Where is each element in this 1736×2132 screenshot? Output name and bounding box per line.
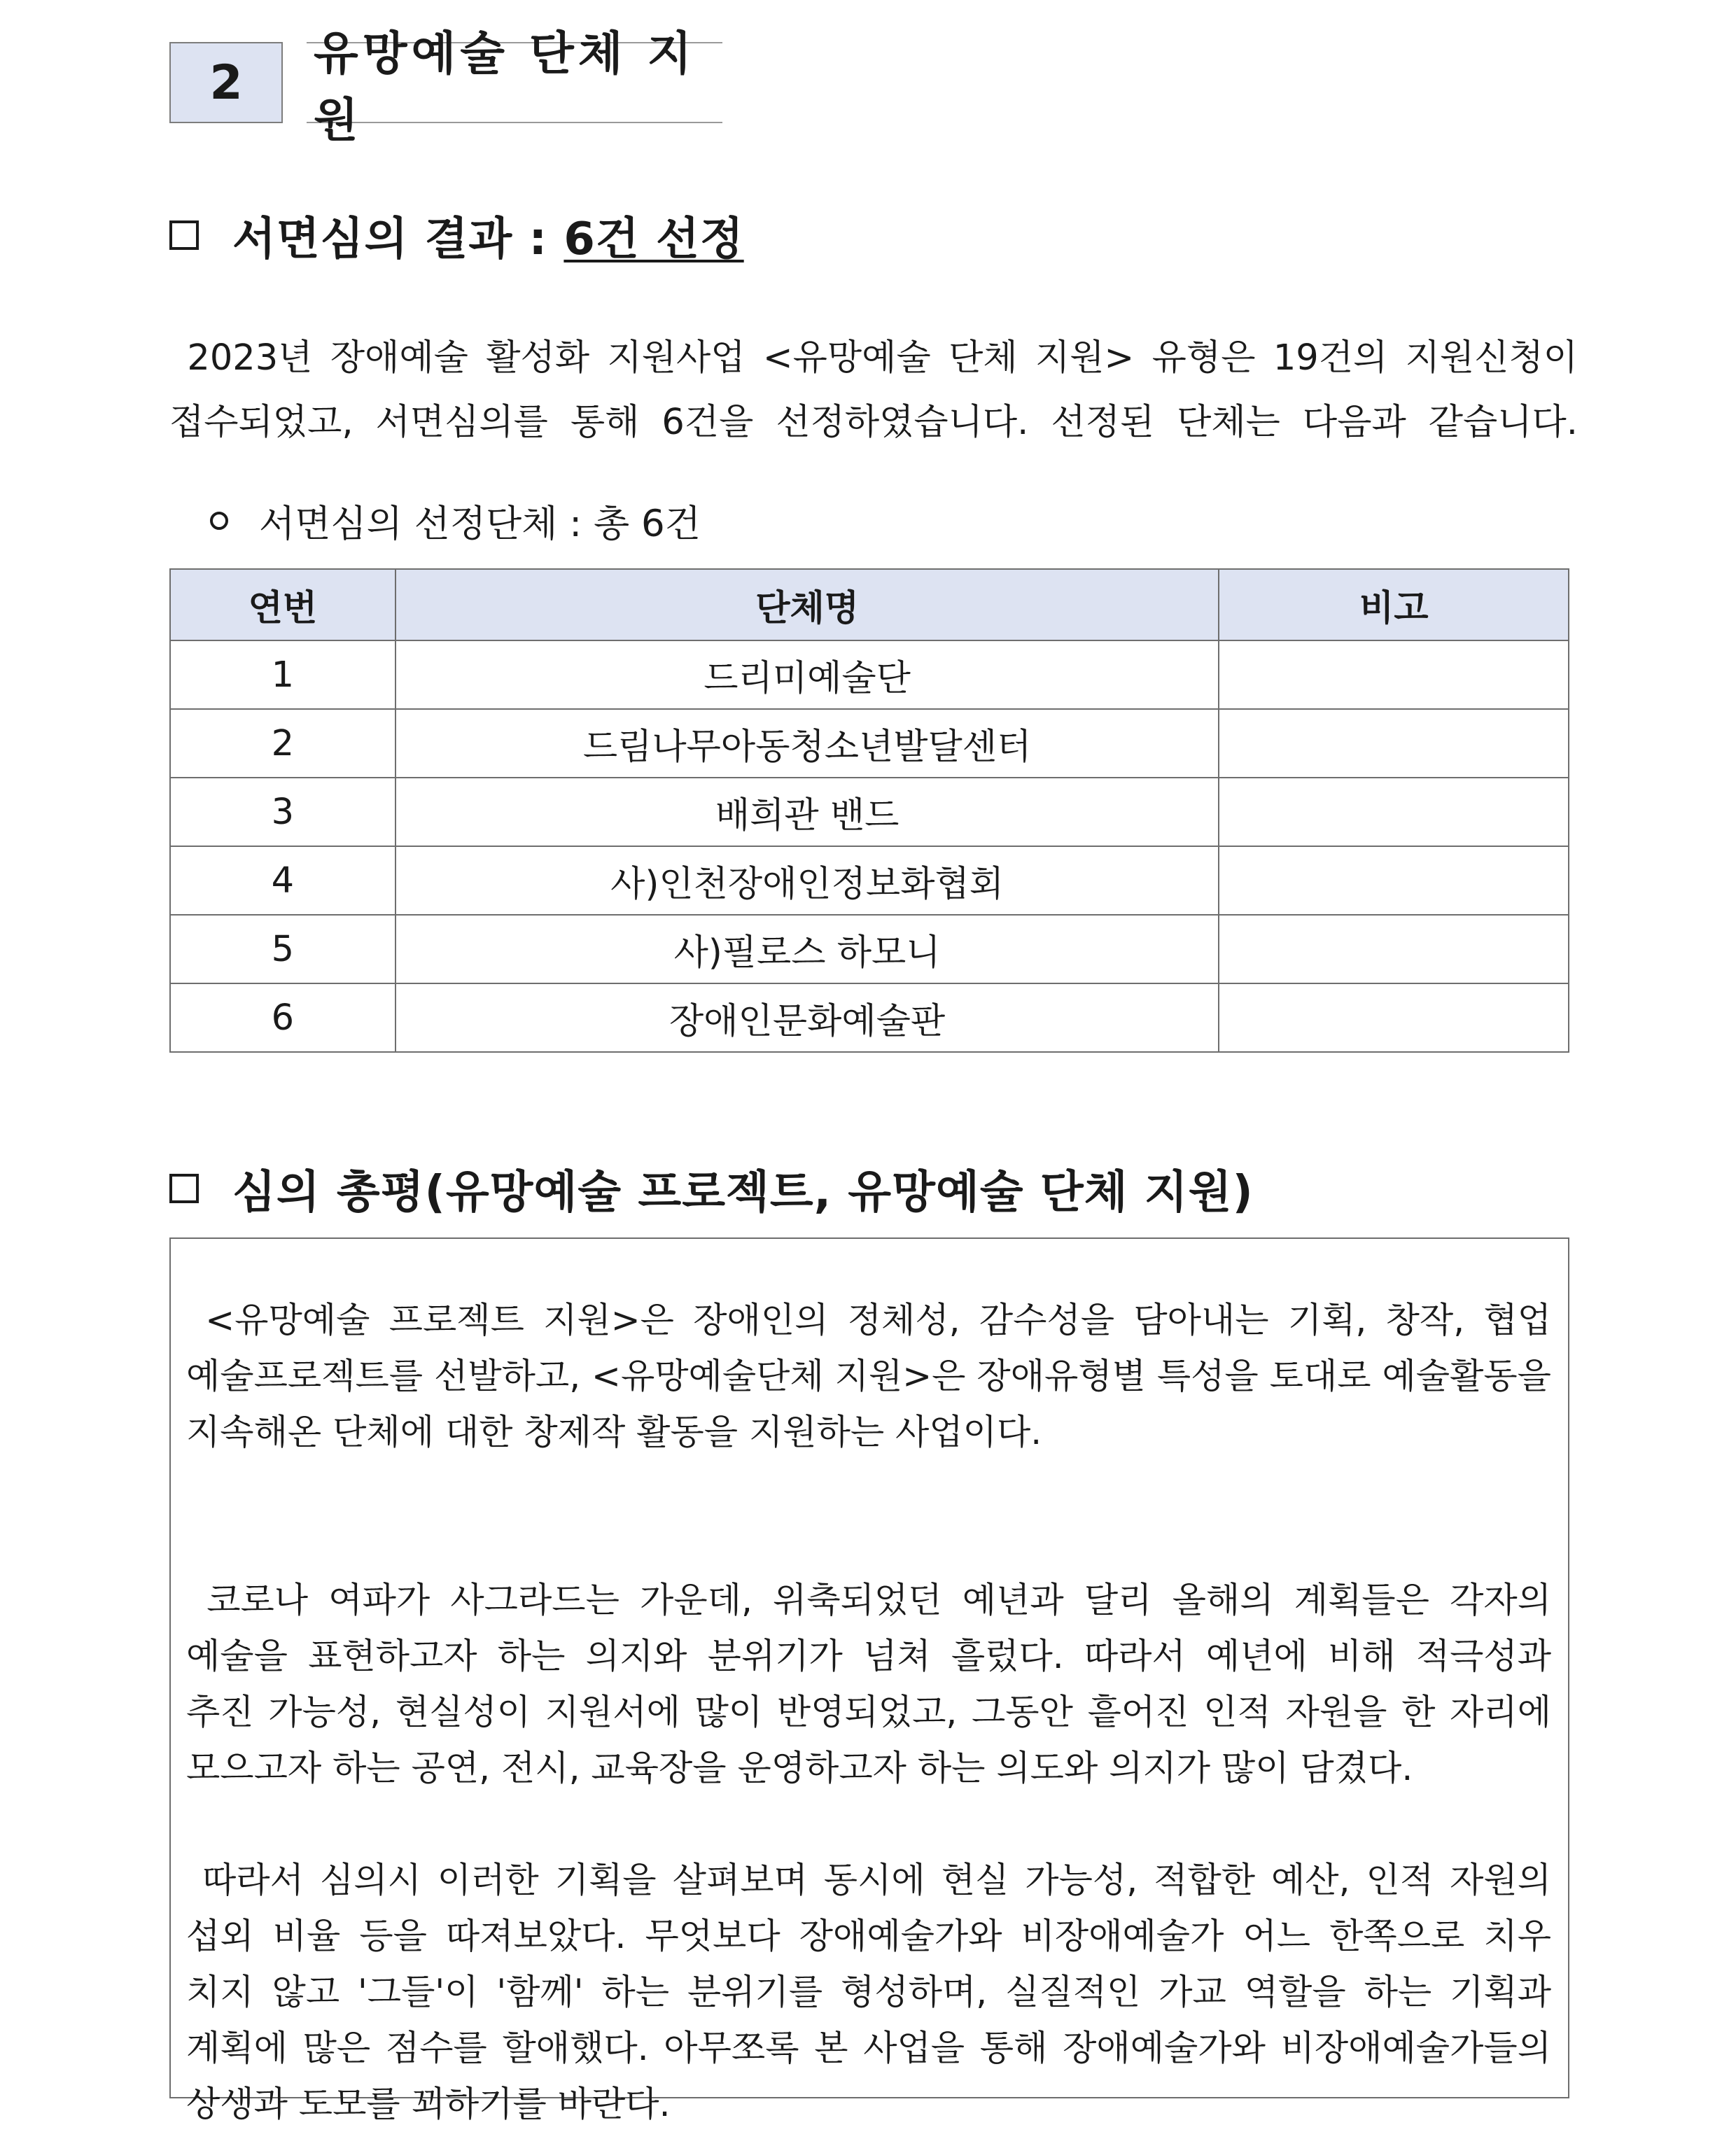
table-row xyxy=(170,709,1569,778)
table-row xyxy=(170,915,1569,983)
review-line: 치지 않고 '그들'이 '함께' 하는 분위기를 형성하며, 실질적인 가교 역할을 하는 기획과 xyxy=(186,1972,1551,2012)
selected-groups-table xyxy=(169,568,1569,1053)
cell-note xyxy=(1219,709,1569,778)
review-paragraph-3 xyxy=(186,1852,1551,2132)
review-line: 모으고자 하는 공연, 전시, 교육장을 운영하고자 하는 의도와 의지가 많이 담겼다. xyxy=(186,1748,1413,1788)
heading-screening-emphasis: 6건 선정 xyxy=(564,213,744,265)
review-line: 추진 가능성, 현실성이 지원서에 많이 반영되었고, 그동안 흩어진 인적 자원을 한 자리에 xyxy=(186,1692,1551,1732)
table-row xyxy=(170,846,1569,915)
table-header-row xyxy=(170,569,1569,640)
cell-no: 4 xyxy=(170,846,396,915)
intro-line: 접수되었고, 서면심의를 통해 6건을 선정하였습니다. 선정된 단체는 다음과 같습니다. xyxy=(169,402,1578,443)
heading-review-text: 심의 총평(유망예술 프로젝트, 유망예술 단체 지원) xyxy=(232,1167,1254,1219)
cell-note xyxy=(1219,983,1569,1052)
review-line: 예술을 표현하고자 하는 의지와 분위기가 넘쳐 흘렀다. 따라서 예년에 비해 적극성과 xyxy=(186,1636,1551,1676)
cell-note xyxy=(1219,640,1569,709)
cell-no: 6 xyxy=(170,983,396,1052)
cell-group-name: 사)인천장애인정보화협회 xyxy=(396,846,1219,915)
cell-no: 3 xyxy=(170,778,396,846)
header-group-name: 단체명 xyxy=(396,569,1219,640)
review-line: 코로나 여파가 사그라드는 가운데, 위축되었던 예년과 달리 올해의 계획들은 각자의 xyxy=(186,1580,1551,1620)
review-paragraph-2 xyxy=(186,1572,1551,1796)
review-line: 따라서 심의시 이러한 기획을 살펴보며 동시에 현실 가능성, 적합한 예산, 인적 자원의 xyxy=(186,1860,1551,1900)
section-number: 2 xyxy=(169,42,283,123)
cell-no: 1 xyxy=(170,640,396,709)
selection-summary xyxy=(210,494,701,547)
cell-no: 2 xyxy=(170,709,396,778)
review-line: 지속해온 단체에 대한 창제작 활동을 지원하는 사업이다. xyxy=(186,1412,1042,1452)
review-line: 계획에 많은 점수를 할애했다. 아무쪼록 본 사업을 통해 장애예술가와 비장애예술가들의 xyxy=(186,2028,1551,2068)
intro-line: 2023년 장애예술 활성화 지원사업 <유망예술 단체 지원> 유형은 19건의 지원신청이 xyxy=(169,337,1578,379)
cell-group-name: 사)필로스 하모니 xyxy=(396,915,1219,983)
cell-note xyxy=(1219,778,1569,846)
header-note: 비고 xyxy=(1219,569,1569,640)
cell-group-name: 드림나무아동청소년발달센터 xyxy=(396,709,1219,778)
review-line: 예술프로젝트를 선발하고, <유망예술단체 지원>은 장애유형별 특성을 토대로 예술활동을 xyxy=(186,1356,1551,1396)
square-bullet-icon xyxy=(169,220,199,250)
table-row xyxy=(170,640,1569,709)
table-row xyxy=(170,778,1569,846)
section-title: 유망예술 단체 지원 xyxy=(307,42,722,123)
review-box xyxy=(169,1237,1569,2124)
cell-group-name: 배희관 밴드 xyxy=(396,778,1219,846)
square-bullet-icon xyxy=(169,1174,199,1203)
review-line: 상생과 도모를 꾀하기를 바란다. xyxy=(186,2084,671,2124)
table-row xyxy=(170,983,1569,1052)
review-line: <유망예술 프로젝트 지원>은 장애인의 정체성, 감수성을 담아내는 기획, 창작, 협업 xyxy=(186,1300,1551,1340)
header-no: 연번 xyxy=(170,569,396,640)
cell-group-name: 장애인문화예술판 xyxy=(396,983,1219,1052)
review-line: 섭외 비율 등을 따져보았다. 무엇보다 장애예술가와 비장애예술가 어느 한쪽으로 치우 xyxy=(186,1916,1551,1956)
review-paragraph-1 xyxy=(186,1292,1551,1460)
heading-screening-result xyxy=(169,203,744,267)
heading-screening-prefix: 서면심의 결과 : xyxy=(232,213,564,265)
selection-summary-text: 서면심의 선정단체 : 총 6건 xyxy=(259,503,701,545)
cell-note xyxy=(1219,846,1569,915)
cell-no: 5 xyxy=(170,915,396,983)
heading-review-summary xyxy=(169,1156,1254,1221)
intro-paragraph xyxy=(169,326,1578,455)
cell-note xyxy=(1219,915,1569,983)
cell-group-name: 드리미예술단 xyxy=(396,640,1219,709)
circle-bullet-icon xyxy=(210,512,228,530)
